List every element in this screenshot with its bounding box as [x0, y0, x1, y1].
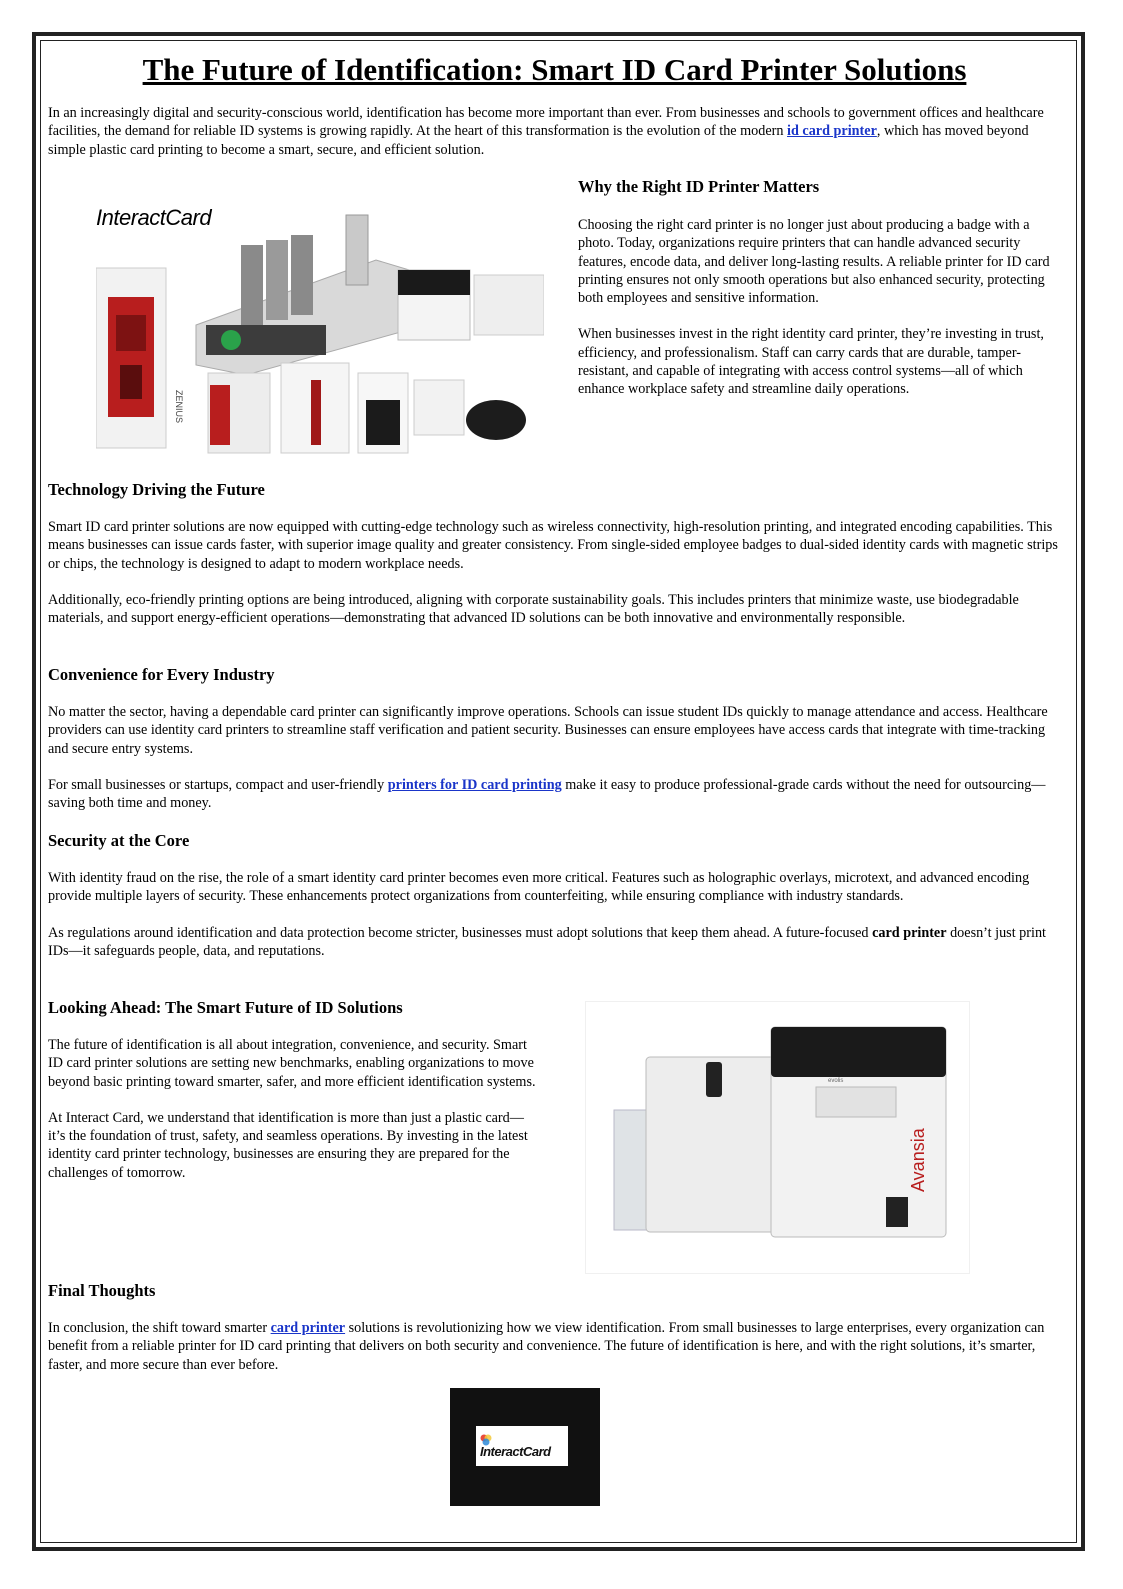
- intro-section: [48, 104, 1064, 159]
- ahead-section: [48, 998, 538, 1182]
- final-heading: Final Thoughts: [48, 1281, 156, 1300]
- convenience-paragraph-2: [48, 776, 1064, 813]
- footer-logo-block: [450, 1388, 600, 1506]
- evolis-label: evolis: [828, 1078, 844, 1084]
- security-section: [48, 831, 1064, 960]
- footer-logo-text: InteractCard: [480, 1444, 551, 1459]
- hero-logo-text: [96, 205, 211, 231]
- final-paragraph: [48, 1319, 1064, 1374]
- card-printer-bold: card printer: [872, 924, 947, 941]
- tech-section: [48, 480, 1064, 627]
- security-heading: Security at the Core: [48, 831, 190, 850]
- convenience-heading: Convenience for Every Industry: [48, 665, 275, 684]
- hero-printers-image: [96, 175, 544, 471]
- avansia-printer-image: [585, 1001, 970, 1274]
- why-paragraph-1: Choosing the right card printer is no longer just about producing a badge with a photo. Today, organizations require printers that can handle advanced security features, encode data, and deliver long-lasting results. A reliable printer for ID card printing ensures not only smooth operations but also enhanced security, protecting both employees and sensitive information.: [578, 217, 1050, 307]
- why-paragraph-2: When businesses invest in the right identity card printer, they’re investing in trust, efficiency, and professionalism. Staff can carry cards that are durable, tamper-resistant, and capable of integrating with access control systems—all of which enhance workplace safety and streamline daily operations.: [578, 326, 1044, 398]
- convenience-paragraph-1: No matter the sector, having a dependable card printer can significantly improve operations. Schools can issue student IDs quickly to manage attendance and access. Healthcare providers can use identity card printers to streamline staff verification and patient security. Businesses can ensure employees have access cards that integrate with time-tracking and secure entry systems.: [48, 704, 1048, 757]
- avansia-printer-illustration: [586, 1002, 969, 1273]
- tech-paragraph-2: Additionally, eco-friendly printing options are being introduced, aligning with corporate sustainability goals. This includes printers that minimize waste, use biodegradable materials, and support energy-efficient operations—demonstrating that advanced ID solutions can be both innovative and environmentally responsible.: [48, 591, 1019, 627]
- security-text-1: As regulations around identification and data protection become stricter, businesses must adopt solutions that keep them ahead. A future-focused: [48, 924, 873, 941]
- final-section: [48, 1281, 1064, 1374]
- footer-logo-plate: [476, 1426, 568, 1466]
- security-text-2: doesn’t just print IDs—it safeguards people, data, and reputations.: [48, 924, 1046, 959]
- ahead-paragraph-2: At Interact Card, we understand that identification is more than just a plastic card—it’s the foundation of trust, safety, and seamless operations. By investing in the latest identity card printer technology, businesses are ensuring they are prepared for the challenges of tomorrow.: [48, 1109, 528, 1181]
- hero-logo-label: InteractCard: [96, 205, 212, 230]
- intro-paragraph: [48, 104, 1064, 159]
- card-printer-link[interactable]: card printer: [270, 1320, 346, 1336]
- title-block: [48, 46, 1061, 90]
- page-title: The Future of Identification: Smart ID Card Printer Solutions: [142, 52, 967, 87]
- id-card-printer-link[interactable]: id card printer: [787, 123, 877, 140]
- convenience-text-2: make it easy to produce professional-grade cards without the need for outsourcing—saving both time and money.: [48, 776, 1046, 812]
- avansia-label: Avansia: [908, 1128, 928, 1192]
- convenience-text-1: For small businesses or startups, compact and user-friendly: [48, 776, 388, 793]
- ahead-paragraph-1: The future of identification is all about integration, convenience, and security. Smart ID card printer solutions are setting new benchmarks, enabling organizations to move beyond basic printing toward smarter, safer, and more efficient identification systems.: [48, 1037, 536, 1090]
- final-text-1: In conclusion, the shift toward smarter: [48, 1320, 271, 1336]
- security-paragraph-2: [48, 924, 1064, 961]
- why-section: [578, 177, 1066, 399]
- convenience-section: [48, 665, 1064, 812]
- ahead-heading: Looking Ahead: The Smart Future of ID Solutions: [48, 998, 403, 1017]
- printers-for-id-card-printing-link[interactable]: printers for ID card printing: [387, 776, 562, 793]
- zenius-label: ZENIUS: [174, 390, 184, 424]
- why-heading: Why the Right ID Printer Matters: [578, 177, 820, 196]
- intro-text-2: , which has moved beyond simple plastic card printing to become a smart, secure, and efficient solution.: [48, 123, 1029, 158]
- security-paragraph-1: With identity fraud on the rise, the role of a smart identity card printer becomes even more critical. Features such as holographic overlays, microtext, and advanced encoding provide multiple layers of security. These enhancements protect organizations from counterfeiting, while ensuring compliance with industry standards.: [48, 870, 1030, 905]
- tech-paragraph-1: Smart ID card printer solutions are now equipped with cutting-edge technology such as wireless connectivity, high-resolution printing, and integrated encoding capabilities. This means businesses can issue cards faster, with superior image quality and greater consistency. From single-sided employee badges to dual-sided identity cards with magnetic strips or chips, the technology is designed to adapt to modern workplace needs.: [48, 519, 1058, 572]
- intro-text-1: In an increasingly digital and security-conscious world, identification has become more important than ever. From businesses and schools to government offices and healthcare facilities, the demand for reliable ID systems is growing rapidly. At the heart of this transformation is the evolution of the modern: [48, 105, 1044, 140]
- final-text-2: solutions is revolutionizing how we view identification. From small businesses to large enterprises, every organization can benefit from a reliable printer for ID card printing that delivers on both security and convenience. The future of identification is here, and with the right solutions, it’s smarter, faster, and more secure than ever before.: [48, 1320, 1045, 1373]
- tech-heading: Technology Driving the Future: [48, 480, 265, 499]
